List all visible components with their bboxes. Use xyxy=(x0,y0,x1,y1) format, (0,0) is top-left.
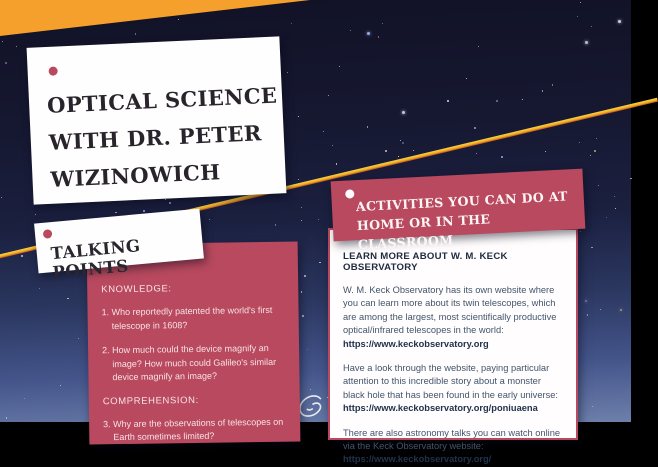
star-dot xyxy=(400,140,401,141)
star-dot xyxy=(402,111,405,114)
talking-point-question: 3. Why are the observations of telescopes on Earth sometimes limited? xyxy=(103,416,284,443)
star-dot xyxy=(587,314,589,316)
star-dot xyxy=(620,309,623,312)
star-dot xyxy=(1,197,2,198)
star-dot xyxy=(466,78,467,79)
star-dot xyxy=(367,126,368,127)
star-dot xyxy=(596,138,597,139)
star-dot xyxy=(478,46,479,47)
star-dot xyxy=(413,150,414,151)
star-dot xyxy=(135,33,137,35)
info-paragraph xyxy=(343,362,564,416)
star-dot xyxy=(398,156,399,157)
star-dot xyxy=(542,90,543,91)
star-dot xyxy=(496,100,498,102)
star-dot xyxy=(35,214,36,215)
star-dot xyxy=(476,153,477,154)
star-dot xyxy=(332,145,333,146)
star-dot xyxy=(304,275,306,277)
star-dot xyxy=(5,62,7,64)
star-dot xyxy=(302,315,304,317)
star-dot xyxy=(615,208,617,210)
pin-dot-icon xyxy=(43,229,53,239)
star-dot xyxy=(382,23,383,24)
activities-header-card xyxy=(331,169,586,253)
star-dot xyxy=(24,398,25,399)
star-dot xyxy=(67,298,69,300)
pin-dot-icon xyxy=(48,66,57,75)
pin-dot-icon xyxy=(345,189,354,198)
star-dot xyxy=(21,255,23,257)
star-dot xyxy=(577,16,578,17)
star-dot xyxy=(585,300,588,303)
star-dot xyxy=(594,150,596,152)
star-dot xyxy=(291,23,292,24)
star-dot xyxy=(474,127,476,129)
star-dot xyxy=(336,163,338,165)
star-dot xyxy=(298,116,299,117)
star-dot xyxy=(287,72,288,73)
title-line: WIZINOWICH xyxy=(49,159,221,192)
url-link[interactable]: https://www.keckobservatory.org xyxy=(343,338,489,349)
url-link[interactable]: https://www.keckobservatory.org/poniuaena xyxy=(343,403,538,414)
star-dot xyxy=(614,196,615,197)
star-dot xyxy=(307,349,308,350)
star-dot xyxy=(598,185,599,186)
heading-line: ACTIVITIES YOU CAN DO AT xyxy=(355,188,569,215)
star-dot xyxy=(143,210,145,212)
talking-points-list xyxy=(101,282,286,445)
star-dot xyxy=(591,247,592,248)
star-dot xyxy=(301,220,302,221)
star-dot xyxy=(630,178,631,179)
star-dot xyxy=(592,406,593,407)
paragraph-text: W. M. Keck Observatory has its own website where you can learn more about its twin telescopes, which are among the largest, most scientifically productive optical/infrared telescopes in the world: xyxy=(343,285,557,336)
star-dot xyxy=(447,100,449,102)
section-heading: TALKING POINTS xyxy=(50,236,142,283)
star-dot xyxy=(580,2,581,3)
star-dot xyxy=(115,212,116,213)
star-dot xyxy=(378,36,379,37)
star-dot xyxy=(301,291,303,293)
star-dot xyxy=(522,99,523,100)
heading-line: HOME OR IN THE CLASSROOM xyxy=(356,211,491,253)
title-line: WITH DR. PETER xyxy=(48,120,263,155)
title-line: OPTICAL SCIENCE xyxy=(46,82,278,118)
star-dot xyxy=(501,156,503,158)
info-paragraph xyxy=(343,284,564,351)
star-dot xyxy=(545,151,546,152)
star-dot xyxy=(600,309,601,310)
title-card xyxy=(27,36,287,204)
talking-points-section-label: COMPREHENSION: xyxy=(102,394,199,407)
star-dot xyxy=(169,202,171,204)
star-dot xyxy=(318,219,319,220)
section-heading xyxy=(355,186,586,254)
star-dot xyxy=(339,66,340,67)
star-dot xyxy=(6,417,7,418)
star-dot xyxy=(618,20,621,23)
talking-point-question: 2. How much could the device magnify an image? How much could Galileo's similar device magnify an image? xyxy=(102,342,277,383)
paragraph-text: There are also astronomy talks you can watch online via the Keck Observatory website: xyxy=(343,427,561,452)
star-dot xyxy=(2,41,3,42)
talking-points-section-label: KNOWLEDGE: xyxy=(101,283,172,296)
keck-paragraph-list xyxy=(343,284,564,467)
star-dot xyxy=(385,150,387,152)
star-dot xyxy=(209,219,210,220)
star-dot xyxy=(16,46,17,47)
star-dot xyxy=(178,19,179,20)
galaxy-swirl-icon xyxy=(296,390,326,422)
talking-point-question: 1. Who reportedly patented the world's first telescope in 1608? xyxy=(101,304,273,331)
star-dot xyxy=(552,84,553,85)
keck-info-card xyxy=(328,228,578,465)
star-dot xyxy=(367,32,370,35)
star-dot xyxy=(328,95,329,96)
url-link[interactable]: https://www.keckobservatory.org/ xyxy=(343,454,492,465)
subsection-heading: LEARN MORE ABOUT W. M. KECK OBSERVATORY xyxy=(343,251,508,273)
page-title xyxy=(46,76,286,198)
star-dot xyxy=(301,207,302,208)
star-dot xyxy=(60,385,61,386)
star-dot xyxy=(350,30,351,31)
star-dot xyxy=(78,338,79,339)
star-dot xyxy=(323,131,324,132)
star-dot xyxy=(39,288,40,289)
info-paragraph xyxy=(343,427,564,467)
star-dot xyxy=(275,224,276,225)
star-dot xyxy=(585,41,588,44)
star-dot xyxy=(591,26,592,27)
star-dot xyxy=(579,142,580,143)
star-dot xyxy=(590,155,591,156)
star-dot xyxy=(402,142,404,144)
star-dot xyxy=(606,217,607,218)
star-dot xyxy=(319,262,320,263)
paragraph-text: Have a look through the website, paying particular attention to this incredible story about a monster black hole that has been found in the early universe: xyxy=(343,363,559,400)
star-dot xyxy=(298,179,299,180)
